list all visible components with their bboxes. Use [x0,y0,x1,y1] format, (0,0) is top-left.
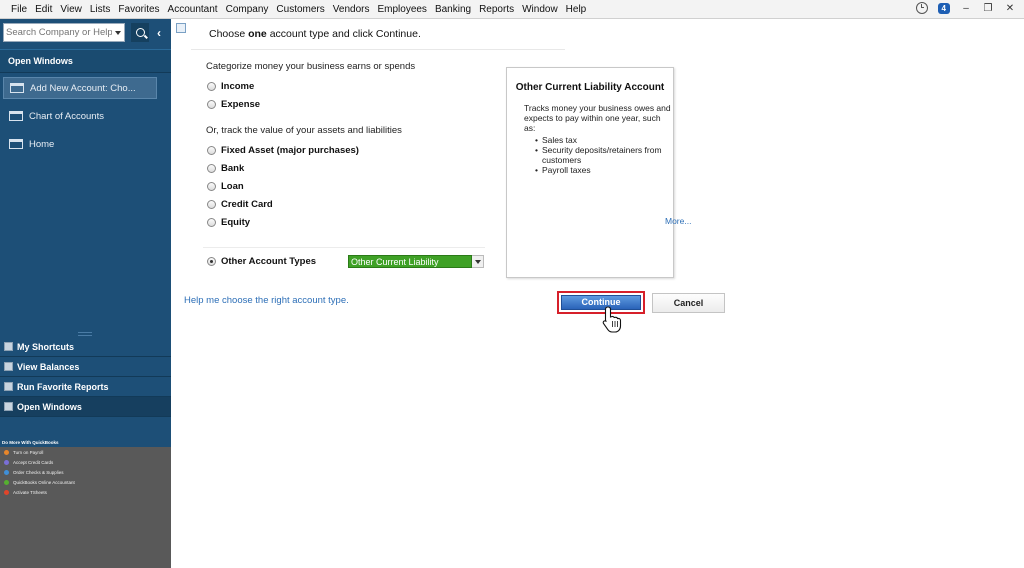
description-bullet: • Sales tax [535,135,675,145]
window-icon [10,83,24,93]
instruction-emphasis: one [248,28,267,40]
menu-view[interactable]: View [60,3,82,15]
radio-label: Fixed Asset (major purchases) [221,145,359,156]
menu-lists[interactable]: Lists [89,3,111,15]
promo-panel [0,438,171,568]
menu-bar [0,0,1024,19]
cancel-button[interactable]: Cancel [652,293,725,313]
categorize-label: Categorize money your business earns or spends [206,61,416,72]
menu-accountant[interactable]: Accountant [167,3,218,15]
radio-label: Equity [221,217,251,228]
tab-label: Run Favorite Reports [17,381,109,392]
continue-button-label[interactable]: Continue [561,295,641,310]
radio-label: Credit Card [221,199,273,210]
search-box [3,23,125,42]
restore-icon[interactable]: ❐ [983,2,993,14]
search-button[interactable] [131,23,149,42]
promo-label: Order Checks & Supplies [13,469,64,475]
radio-label: Other Account Types [221,256,317,267]
radio-button[interactable] [207,218,216,227]
close-icon[interactable]: ✕ [1005,2,1015,14]
menu-items [0,4,594,15]
more-link[interactable]: More... [665,216,692,226]
notification-badge[interactable]: 4 [938,3,950,14]
left-icon-bar [0,19,171,568]
promo-item-payroll[interactable] [0,447,171,457]
radio-button[interactable] [207,100,216,109]
radio-credit-card[interactable] [207,199,273,210]
window-icon [9,111,23,121]
instruction-prefix: Choose [209,28,249,40]
radio-other-account-types[interactable] [207,256,316,267]
help-choose-account-link[interactable]: Help me choose the right account type. [184,295,349,306]
description-title: Other Current Liability Account [515,82,665,93]
tab-my-shortcuts[interactable] [0,337,171,357]
shortcuts-icon [4,342,13,351]
radio-button[interactable] [207,146,216,155]
window-icon [9,139,23,149]
tab-label: My Shortcuts [17,341,75,352]
checks-icon [4,470,9,475]
promo-label: Turn on Payroll [13,449,44,455]
continue-button[interactable] [557,291,645,314]
collapse-sidebar-button[interactable]: ‹ [157,25,161,40]
radio-button[interactable] [207,200,216,209]
description-body: Tracks money your business owes and expects to pay within one year, such as: [524,103,671,133]
tab-label: View Balances [17,361,80,372]
description-bullet: • Payroll taxes [535,165,675,175]
radio-button[interactable] [207,164,216,173]
radio-label: Income [221,81,255,92]
menu-help[interactable]: Help [565,3,587,15]
instruction-suffix: account type and click Continue. [266,28,421,40]
balances-icon [4,362,13,371]
radio-fixed-asset[interactable] [207,145,359,156]
search-icon [136,28,145,37]
description-bullet: • Security deposits/retainers from customers [535,145,675,165]
menu-banking[interactable]: Banking [434,3,472,15]
menu-employees[interactable]: Employees [377,3,427,15]
track-value-label: Or, track the value of your assets and liabilities [206,125,402,136]
promo-item-tsheets[interactable] [0,487,171,497]
window-corner-icon [176,23,186,33]
divider [191,49,565,50]
radio-label: Bank [221,163,245,174]
tab-open-windows[interactable] [0,397,171,417]
plus-icon [4,480,9,485]
search-dropdown-icon[interactable] [112,24,124,41]
minimize-icon[interactable]: – [963,2,969,14]
open-windows-header: Open Windows [0,49,171,73]
radio-button[interactable] [207,82,216,91]
mouse-pointer-icon [602,306,622,334]
promo-item-online-accountant[interactable] [0,477,171,487]
other-account-type-select[interactable] [348,255,484,268]
window-controls [916,2,1016,14]
radio-income[interactable] [207,81,254,92]
tsheets-icon [4,490,9,495]
credit-card-icon [4,460,9,465]
tab-run-favorite-reports[interactable] [0,377,171,397]
chevron-down-icon[interactable] [472,255,484,268]
sidebar-resize-handle[interactable] [0,331,171,335]
menu-window[interactable]: Window [522,3,558,15]
open-window-add-new-account[interactable] [3,77,157,99]
radio-expense[interactable] [207,99,260,110]
menu-favorites[interactable]: Favorites [118,3,160,15]
tab-label: Open Windows [17,401,82,412]
radio-button[interactable] [207,182,216,191]
menu-vendors[interactable]: Vendors [332,3,370,15]
promo-label: Activate TSheets [13,489,47,495]
open-window-label: Chart of Accounts [29,110,104,122]
radio-loan[interactable] [207,181,244,192]
menu-file[interactable]: File [11,3,28,15]
menu-edit[interactable]: Edit [35,3,53,15]
search-row [3,23,166,42]
reminder-clock-icon[interactable] [916,2,928,14]
radio-label: Expense [221,99,261,110]
menu-customers[interactable]: Customers [276,3,325,15]
menu-reports[interactable]: Reports [479,3,515,15]
account-description-panel [506,67,692,278]
radio-equity[interactable] [207,217,250,228]
open-window-label: Home [29,138,55,150]
open-window-chart-of-accounts[interactable] [3,105,157,127]
payroll-icon [4,450,9,455]
radio-label: Loan [221,181,244,192]
promo-label: Accept Credit Cards [13,459,54,465]
description-list [535,135,675,175]
tab-view-balances[interactable] [0,357,171,377]
select-value[interactable]: Other Current Liability [348,255,472,268]
promo-item-credit-cards[interactable] [0,457,171,467]
promo-label: QuickBooks Online Accountant [13,479,75,485]
add-new-account-dialog [171,19,1024,568]
reports-icon [4,382,13,391]
promo-item-checks[interactable] [0,467,171,477]
radio-button-selected[interactable] [207,257,216,266]
open-window-label: Add New Account: Cho... [30,82,136,94]
promo-header: Do More With QuickBooks [0,438,171,447]
open-window-home[interactable] [3,133,157,155]
radio-bank[interactable] [207,163,244,174]
search-input[interactable] [4,24,112,41]
menu-company[interactable]: Company [225,3,269,15]
divider [203,247,485,248]
instruction-text [209,28,421,40]
windows-icon [4,402,13,411]
